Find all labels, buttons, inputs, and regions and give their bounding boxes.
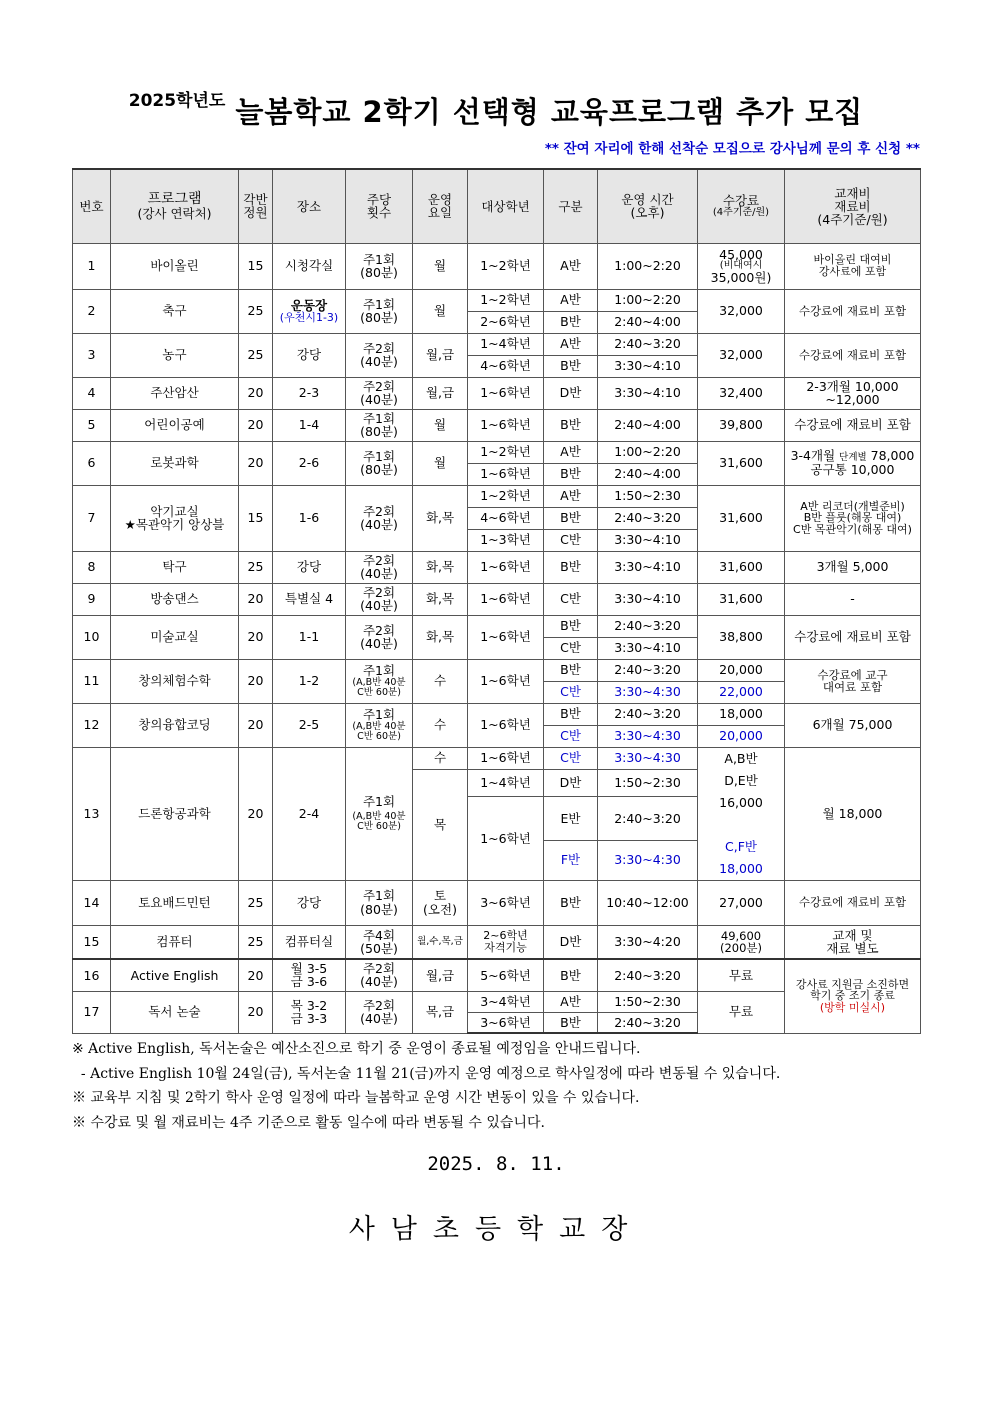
table-row: C반 3:30~4:10 xyxy=(73,637,921,659)
program-name: 드론항공과학 xyxy=(111,747,239,880)
table-header-row xyxy=(73,169,921,243)
table-row: 9 방송댄스 20 특별실 4 주2회 (40분) 화,목 1~6학년 C반 3:30~4:10 31,600 - xyxy=(73,583,921,615)
table-row: 13 드론항공과학 20 2-4 주1회 (A,B반 40분 C반 60분) 수 1~6학년 C반 3:30~4:30 A,B반 D,E반 16,000 C,F반 18,000 월 18,000 xyxy=(73,747,921,769)
table-row: 12 창의융합코딩 20 2-5 주1회 (A,B반 40분 C반 60분) 수 1~6학년 B반 2:40~3:20 18,000 6개월 75,000 xyxy=(73,703,921,725)
table-row: C반 3:30~4:30 20,000 xyxy=(73,725,921,747)
program-name: 탁구 xyxy=(111,551,239,583)
program-name: 컴퓨터 xyxy=(111,925,239,959)
program-name: 축구 xyxy=(111,289,239,333)
note-4: ※ 수강료 및 월 재료비는 4주 기준으로 활동 일수에 따라 변동될 수 있습니다. xyxy=(72,1114,545,1131)
program-name: 미술교실 xyxy=(111,615,239,659)
issue-date: 2025. 8. 11. xyxy=(427,1153,565,1175)
col-time: 운영 시간 (오후) xyxy=(598,169,698,243)
table-row: 16 Active English 20 월 3-5 금 3-6 주2회 (40분) 월,금 5~6학년 B반 2:40~3:20 무료 강사료 지원금 소진하면 학기 중 조기 종료 (방학 미실시) xyxy=(73,959,921,991)
signer: 사남초등학교장 xyxy=(348,1214,644,1245)
program-name: 독서 논술 xyxy=(111,991,239,1033)
table-row: 3~6학년 B반 2:40~3:20 xyxy=(73,1012,921,1033)
table-row: 1~6학년 B반 2:40~4:00 xyxy=(73,463,921,485)
col-fee: 수강료 (4주기준/원) xyxy=(698,169,785,243)
program-name: 창의체험수학 xyxy=(111,659,239,703)
table-row: 4 주산암산 20 2-3 주2회 (40분) 월,금 1~6학년 D반 3:30~4:10 32,400 2-3개월 10,000 ~12,000 xyxy=(73,377,921,409)
table-row: 4~6학년 B반 2:40~3:20 xyxy=(73,507,921,529)
program-name: 농구 xyxy=(111,333,239,377)
program-table xyxy=(72,168,921,1034)
table-row: 목 1~4학년 D반 1:50~2:30 xyxy=(73,769,921,797)
program-name: 방송댄스 xyxy=(111,583,239,615)
program-name: 창의융합코딩 xyxy=(111,703,239,747)
col-class: 구분 xyxy=(544,169,598,243)
table-row: 1~6학년 E반 2:40~3:20 xyxy=(73,797,921,841)
col-capacity: 각반 정원 xyxy=(239,169,273,243)
recruit-notice: ** 잔여 자리에 한해 선착순 모집으로 강사님께 문의 후 신청 ** xyxy=(544,141,920,157)
program-name: 주산암산 xyxy=(111,377,239,409)
table-row: 11 창의체험수학 20 1-2 주1회 (A,B반 40분 C반 60분) 수 1~6학년 B반 2:40~3:20 20,000 수강료에 교구 대여료 포함 xyxy=(73,659,921,681)
table-row: 17 독서 논술 20 목 3-2 금 3-3 주2회 (40분) 목,금 3~4학년 A반 1:50~2:30 무료 xyxy=(73,991,921,1012)
col-material: 교재비 재료비 (4주기준/원) xyxy=(785,169,921,243)
table-row: 1~3학년 C반 3:30~4:10 xyxy=(73,529,921,551)
col-place: 장소 xyxy=(273,169,346,243)
program-name: 토요배드민턴 xyxy=(111,880,239,925)
note-1: ※ Active English, 독서논술은 예산소진으로 학기 중 운영이 종료될 예정임을 안내드립니다. xyxy=(72,1041,641,1057)
table-row: 5 어린이공예 20 1-4 주1회 (80분) 월 1~6학년 B반 2:40~4:00 39,800 수강료에 재료비 포함 xyxy=(73,409,921,441)
table-row: 6 로봇과학 20 2-6 주1회 (80분) 월 1~2학년 A반 1:00~2:20 31,600 3-4개월 단계별 78,000 공구통 10,000 xyxy=(73,441,921,463)
notes-section xyxy=(72,1037,932,1135)
table-row: 2~6학년 B반 2:40~4:00 xyxy=(73,311,921,333)
program-name: 어린이공예 xyxy=(111,409,239,441)
table-row: C반 3:30~4:30 22,000 xyxy=(73,681,921,703)
program-name: Active English xyxy=(111,959,239,991)
program-name: 로봇과학 xyxy=(111,441,239,485)
table-row: 8 탁구 25 강당 주2회 (40분) 화,목 1~6학년 B반 3:30~4:10 31,600 3개월 5,000 xyxy=(73,551,921,583)
table-row: 14 토요배드민턴 25 강당 주1회 (80분) 토 (오전) 3~6학년 B반 10:40~12:00 27,000 수강료에 재료비 포함 xyxy=(73,880,921,925)
program-name: 악기교실 ★목관악기 앙상블 xyxy=(111,485,239,551)
table-row: F반 3:30~4:30 xyxy=(73,840,921,880)
col-program: 프로그램 (강사 연락처) xyxy=(111,169,239,243)
table-row: 15 컴퓨터 25 컴퓨터실 주4회 (50분) 월,수,목,금 2~6학년 자격기능 D반 3:30~4:20 49,600 (200분) 교재 및 재료 별도 xyxy=(73,925,921,959)
col-frequency: 주당 횟수 xyxy=(346,169,413,243)
table-row: 4~6학년 B반 3:30~4:10 xyxy=(73,355,921,377)
title-main: 늘봄학교 2학기 선택형 교육프로그램 추가 모집 xyxy=(235,95,864,129)
document-title xyxy=(0,86,992,136)
program-name: 바이올린 xyxy=(111,243,239,289)
table-row: 1 바이올린 15 시청각실 주1회 (80분) 월 1~2학년 A반 1:00~2:20 45,000 (비대여시 35,000원) 바이올린 대여비 강사료에 포함 xyxy=(73,243,921,289)
note-3: ※ 교육부 지침 및 2학기 학사 운영 일정에 따라 늘봄학교 운영 시간 변동이 있을 수 있습니다. xyxy=(72,1090,640,1106)
col-no: 번호 xyxy=(73,169,111,243)
note-2: - Active English 10월 24일(금), 독서논술 11월 21(금)까지 운영 예정으로 학사일정에 따라 변동될 수 있습니다. xyxy=(72,1065,781,1082)
table-row: 2 축구 25 운동장 (우천시1-3) 주1회 (80분) 월 1~2학년 A반 1:00~2:20 32,000 수강료에 재료비 포함 xyxy=(73,289,921,311)
col-day: 운영 요일 xyxy=(413,169,468,243)
title-year: 2025학년도 xyxy=(128,91,226,111)
table-row: 3 농구 25 강당 주2회 (40분) 월,금 1~4학년 A반 2:40~3:20 32,000 수강료에 재료비 포함 xyxy=(73,333,921,355)
col-grade: 대상학년 xyxy=(468,169,544,243)
table-row: 7 악기교실 ★목관악기 앙상블 15 1-6 주2회 (40분) 화,목 1~2학년 A반 1:50~2:30 31,600 A반 리코더(개별준비) B반 플룻(해몽 대여) C반 목관악기(해몽 대여) xyxy=(73,485,921,507)
table-row: 10 미술교실 20 1-1 주2회 (40분) 화,목 1~6학년 B반 2:40~3:20 38,800 수강료에 재료비 포함 xyxy=(73,615,921,637)
